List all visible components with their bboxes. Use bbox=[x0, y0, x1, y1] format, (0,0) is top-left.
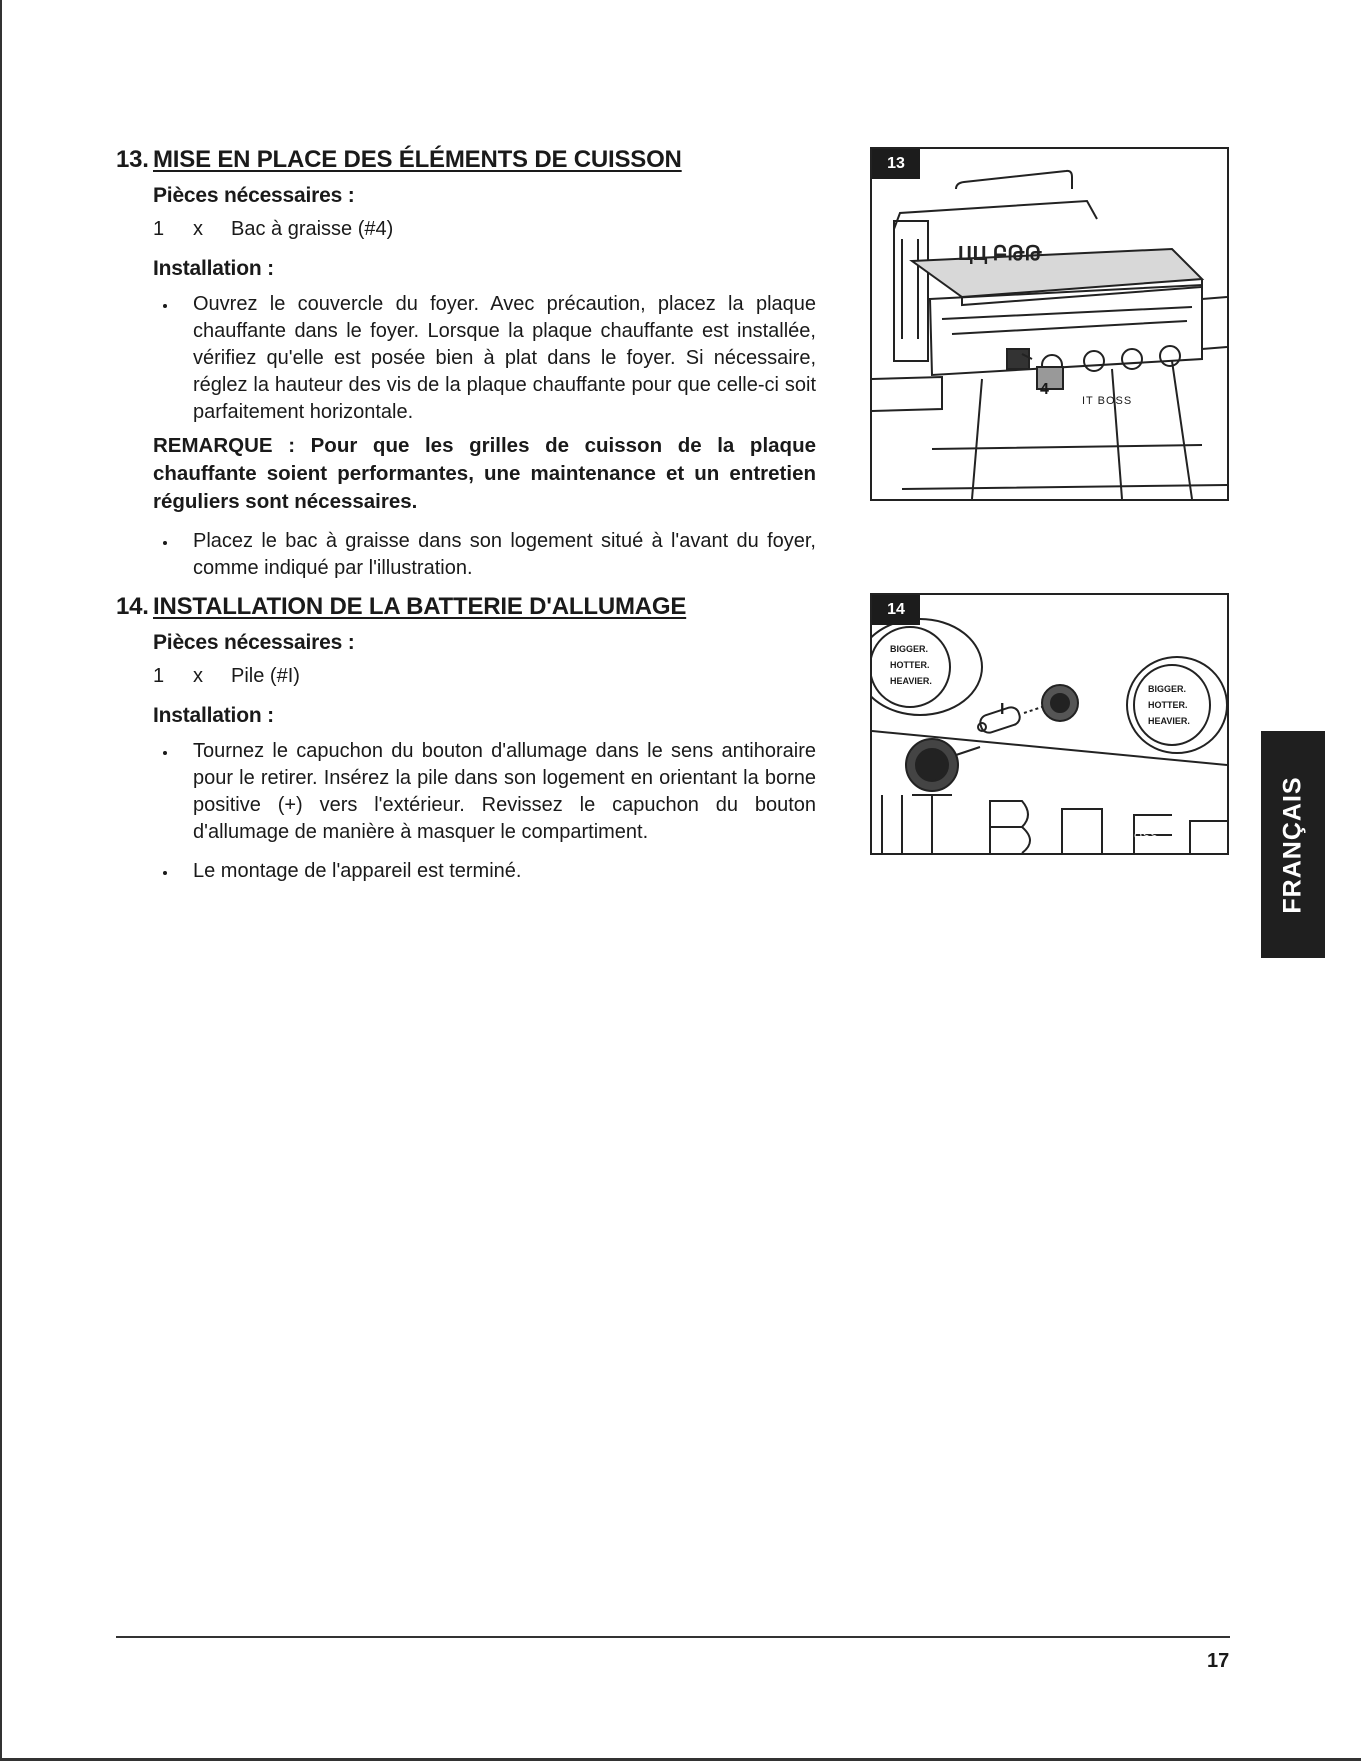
instruction-bullet bbox=[153, 291, 816, 426]
section-heading bbox=[116, 146, 816, 174]
instruction-bullet bbox=[153, 858, 816, 885]
section-13 bbox=[116, 146, 816, 582]
instruction-bullet bbox=[153, 528, 816, 582]
knob-label-right bbox=[1148, 681, 1190, 729]
page-border bbox=[0, 0, 2, 1761]
part-quantity: 1 bbox=[153, 218, 165, 240]
section-heading bbox=[116, 593, 816, 621]
bullet-dot bbox=[153, 858, 193, 885]
parts-heading: Pièces nécessaires : bbox=[153, 631, 355, 654]
callout-label: I bbox=[1000, 701, 1005, 718]
part-times: x bbox=[193, 665, 203, 687]
figure-14-battery-install bbox=[870, 593, 1229, 855]
section-title: MISE EN PLACE DES ÉLÉMENTS DE CUISSON bbox=[153, 146, 682, 173]
part-times: x bbox=[193, 218, 203, 240]
knob-text: HOTTER. bbox=[890, 660, 930, 670]
maintenance-note: REMARQUE : Pour que les grilles de cuisson de la plaque chauffante soient performantes, une maintenance et un entretien réguliers sont nécessaires. bbox=[153, 434, 816, 513]
install-heading: Installation : bbox=[153, 704, 274, 727]
instruction-text: Placez le bac à graisse dans son logement situé à l'avant du foyer, comme indiqué par l'illustration. bbox=[193, 530, 816, 579]
bullet-dot bbox=[153, 738, 193, 846]
front-logo: IT BOSS bbox=[1112, 831, 1159, 842]
section-number: 13. bbox=[116, 146, 149, 173]
instruction-bullet bbox=[153, 738, 816, 846]
section-number: 14. bbox=[116, 593, 149, 620]
instruction-text: Le montage de l'appareil est terminé. bbox=[193, 860, 522, 882]
knob-label-left bbox=[890, 641, 932, 689]
instruction-text: Ouvrez le couvercle du foyer. Avec précaution, placez la plaque chauffante dans le foyer. Lorsque la plaque chauffante est installée, vérifiez qu'elle est posée bien à plat dans le foyer. Si nécessaire, réglez la hauteur des vis de la plaque chauffante pour que celle-ci soit parfaitement horizontale. bbox=[193, 293, 816, 423]
part-line bbox=[153, 218, 816, 241]
language-label: FRANÇAIS bbox=[1278, 775, 1307, 914]
part-line bbox=[153, 665, 816, 688]
lid-logo: ЦЦ ԲԹԹ bbox=[958, 243, 1042, 265]
footer-rule bbox=[116, 1636, 1230, 1638]
knob-text: HEAVIER. bbox=[890, 676, 932, 686]
knob-text: BIGGER. bbox=[890, 644, 929, 654]
install-heading: Installation : bbox=[153, 257, 274, 280]
knob-text: HEAVIER. bbox=[1148, 716, 1190, 726]
part-name: Bac à graisse (#4) bbox=[231, 218, 394, 240]
front-logo: IT BOSS bbox=[1082, 395, 1133, 407]
figure-13-griddle-install bbox=[870, 147, 1229, 501]
bullet-dot bbox=[153, 528, 193, 582]
knob-text: HOTTER. bbox=[1148, 700, 1188, 710]
figure-number-badge: 13 bbox=[872, 149, 920, 179]
part-name: Pile (#I) bbox=[231, 665, 300, 687]
language-tab bbox=[1261, 731, 1325, 958]
section-14 bbox=[116, 593, 816, 885]
figure-number-badge: 14 bbox=[872, 595, 920, 625]
part-quantity: 1 bbox=[153, 665, 165, 687]
section-title: INSTALLATION DE LA BATTERIE D'ALLUMAGE bbox=[153, 593, 687, 620]
callout-label: 4 bbox=[1040, 381, 1049, 398]
knob-text: BIGGER. bbox=[1148, 684, 1187, 694]
instruction-text: Tournez le capuchon du bouton d'allumage dans le sens antihoraire pour le retirer. Insérez la pile dans son logement en orientant la borne positive (+) vers l'extérieur. Revissez le capuchon du bouton d'allumage de manière à masquer le compartiment. bbox=[193, 740, 816, 843]
bullet-dot bbox=[153, 291, 193, 426]
griddle-illustration bbox=[872, 149, 1227, 499]
parts-heading: Pièces nécessaires : bbox=[153, 184, 355, 207]
page-number: 17 bbox=[1207, 1650, 1230, 1672]
